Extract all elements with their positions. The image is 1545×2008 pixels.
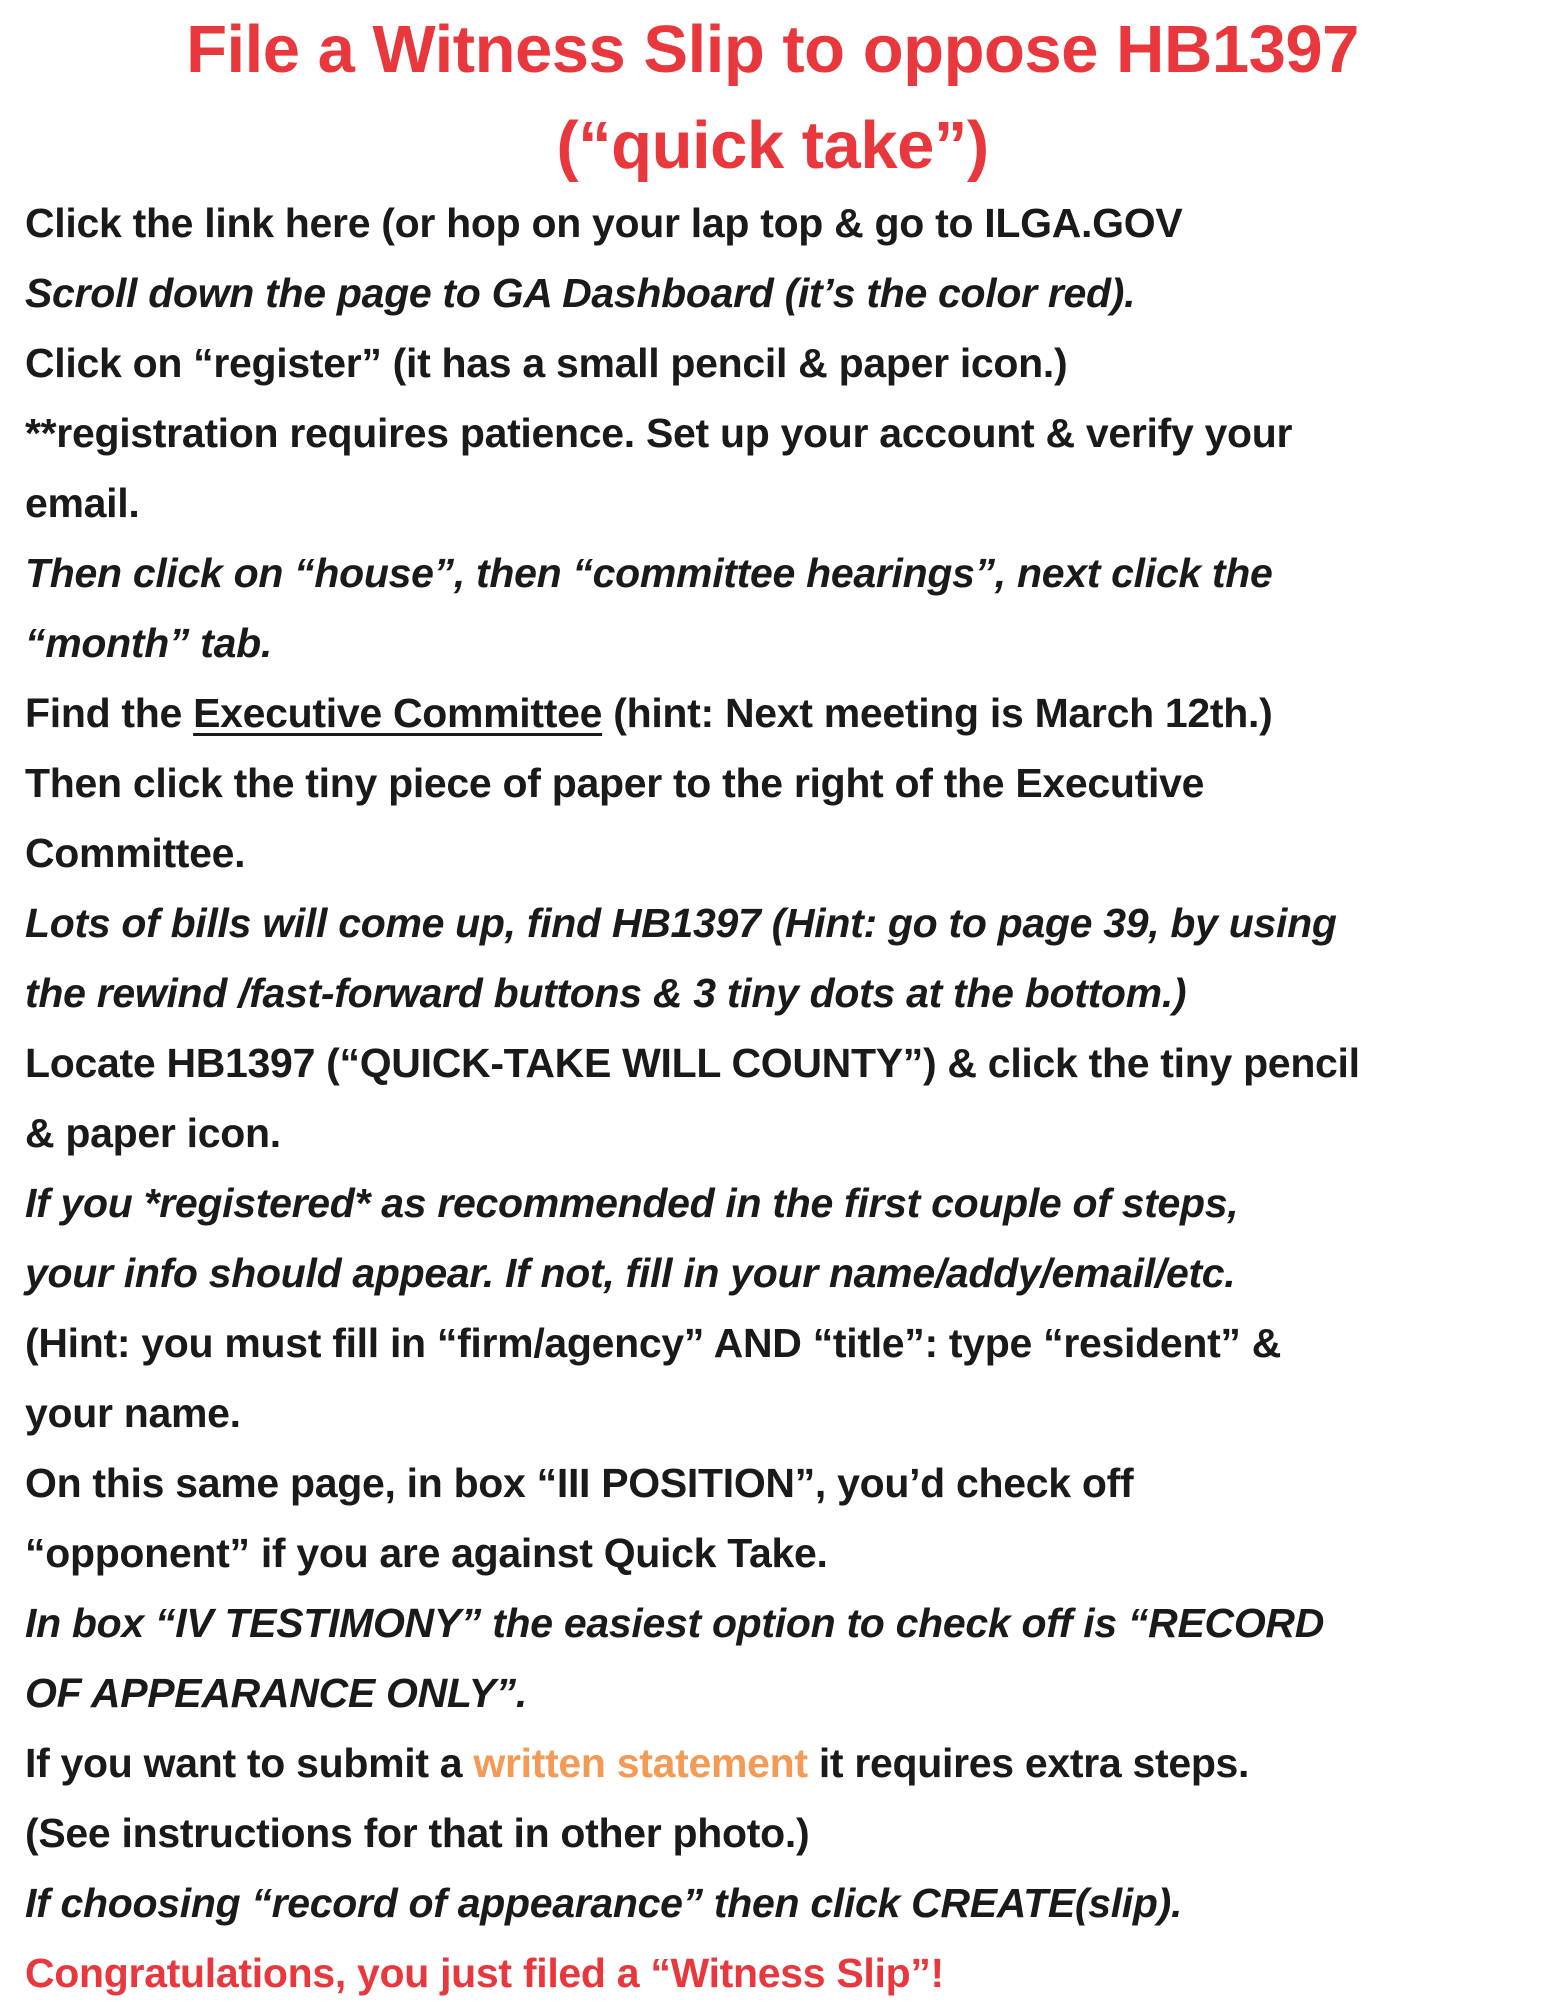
- step-see-instructions: (See instructions for that in other photo.): [25, 1810, 810, 1856]
- step-click-paper-1: Then click the tiny piece of paper to the right of the Executive: [25, 760, 1205, 806]
- step-find-committee: [25, 678, 1525, 748]
- title-line-1: File a Witness Slip to oppose HB1397: [186, 12, 1359, 87]
- step-registration-note-1: **registration requires patience. Set up your account & verify your: [25, 410, 1293, 456]
- step-written-statement-post: it requires extra steps.: [807, 1740, 1250, 1786]
- step-find-committee-pre: Find the: [25, 690, 194, 736]
- step-registration-note-2: email.: [25, 480, 140, 526]
- step-locate-bill-2: & paper icon.: [25, 1110, 281, 1156]
- step-position-2: “opponent” if you are against Quick Take.: [25, 1530, 828, 1576]
- step-written-statement-pre: If you want to submit a: [25, 1740, 474, 1786]
- step-open-link: Click the link here (or hop on your lap top & go to ILGA.GOV: [25, 200, 1183, 246]
- step-info-appear-2: your info should appear. If not, fill in your name/addy/email/etc.: [25, 1250, 1236, 1296]
- step-find-bill-1: Lots of bills will come up, find HB1397 (Hint: go to page 39, by using: [25, 900, 1337, 946]
- executive-committee-link[interactable]: Executive Committee: [193, 690, 603, 736]
- instructions: [25, 188, 1525, 2008]
- step-create-slip: If choosing “record of appearance” then click CREATE(slip).: [25, 1880, 1183, 1926]
- step-locate-bill-1: Locate HB1397 (“QUICK-TAKE WILL COUNTY”) & click the tiny pencil: [25, 1040, 1360, 1086]
- congratulations-message: Congratulations, you just filed a “Witness Slip”!: [25, 1950, 944, 1996]
- step-position-1: On this same page, in box “III POSITION”, you’d check off: [25, 1460, 1134, 1506]
- step-fill-hint-1: (Hint: you must fill in “firm/agency” AND “title”: type “resident” &: [25, 1320, 1282, 1366]
- step-fill-hint-2: your name.: [25, 1390, 241, 1436]
- step-find-bill-2: the rewind /fast-forward buttons & 3 tiny dots at the bottom.): [25, 970, 1187, 1016]
- page-title: [0, 0, 1545, 194]
- step-testimony-2: OF APPEARANCE ONLY”.: [25, 1670, 527, 1716]
- step-info-appear-1: If you *registered* as recommended in the first couple of steps,: [25, 1180, 1239, 1226]
- written-statement-highlight: written statement: [473, 1740, 808, 1786]
- step-written-statement: [25, 1728, 1525, 1798]
- step-scroll-dashboard: Scroll down the page to GA Dashboard (it’s the color red).: [25, 270, 1136, 316]
- step-testimony-1: In box “IV TESTIMONY” the easiest option to check off is “RECORD: [25, 1600, 1325, 1646]
- step-click-register: Click on “register” (it has a small pencil & paper icon.): [25, 340, 1068, 386]
- step-committee-hearings-2: “month” tab.: [25, 620, 272, 666]
- title-line-2: (“quick take”): [556, 108, 989, 183]
- step-committee-hearings-1: Then click on “house”, then “committee hearings”, next click the: [25, 550, 1273, 596]
- step-find-committee-post: (hint: Next meeting is March 12th.): [602, 690, 1273, 736]
- step-click-paper-2: Committee.: [25, 830, 246, 876]
